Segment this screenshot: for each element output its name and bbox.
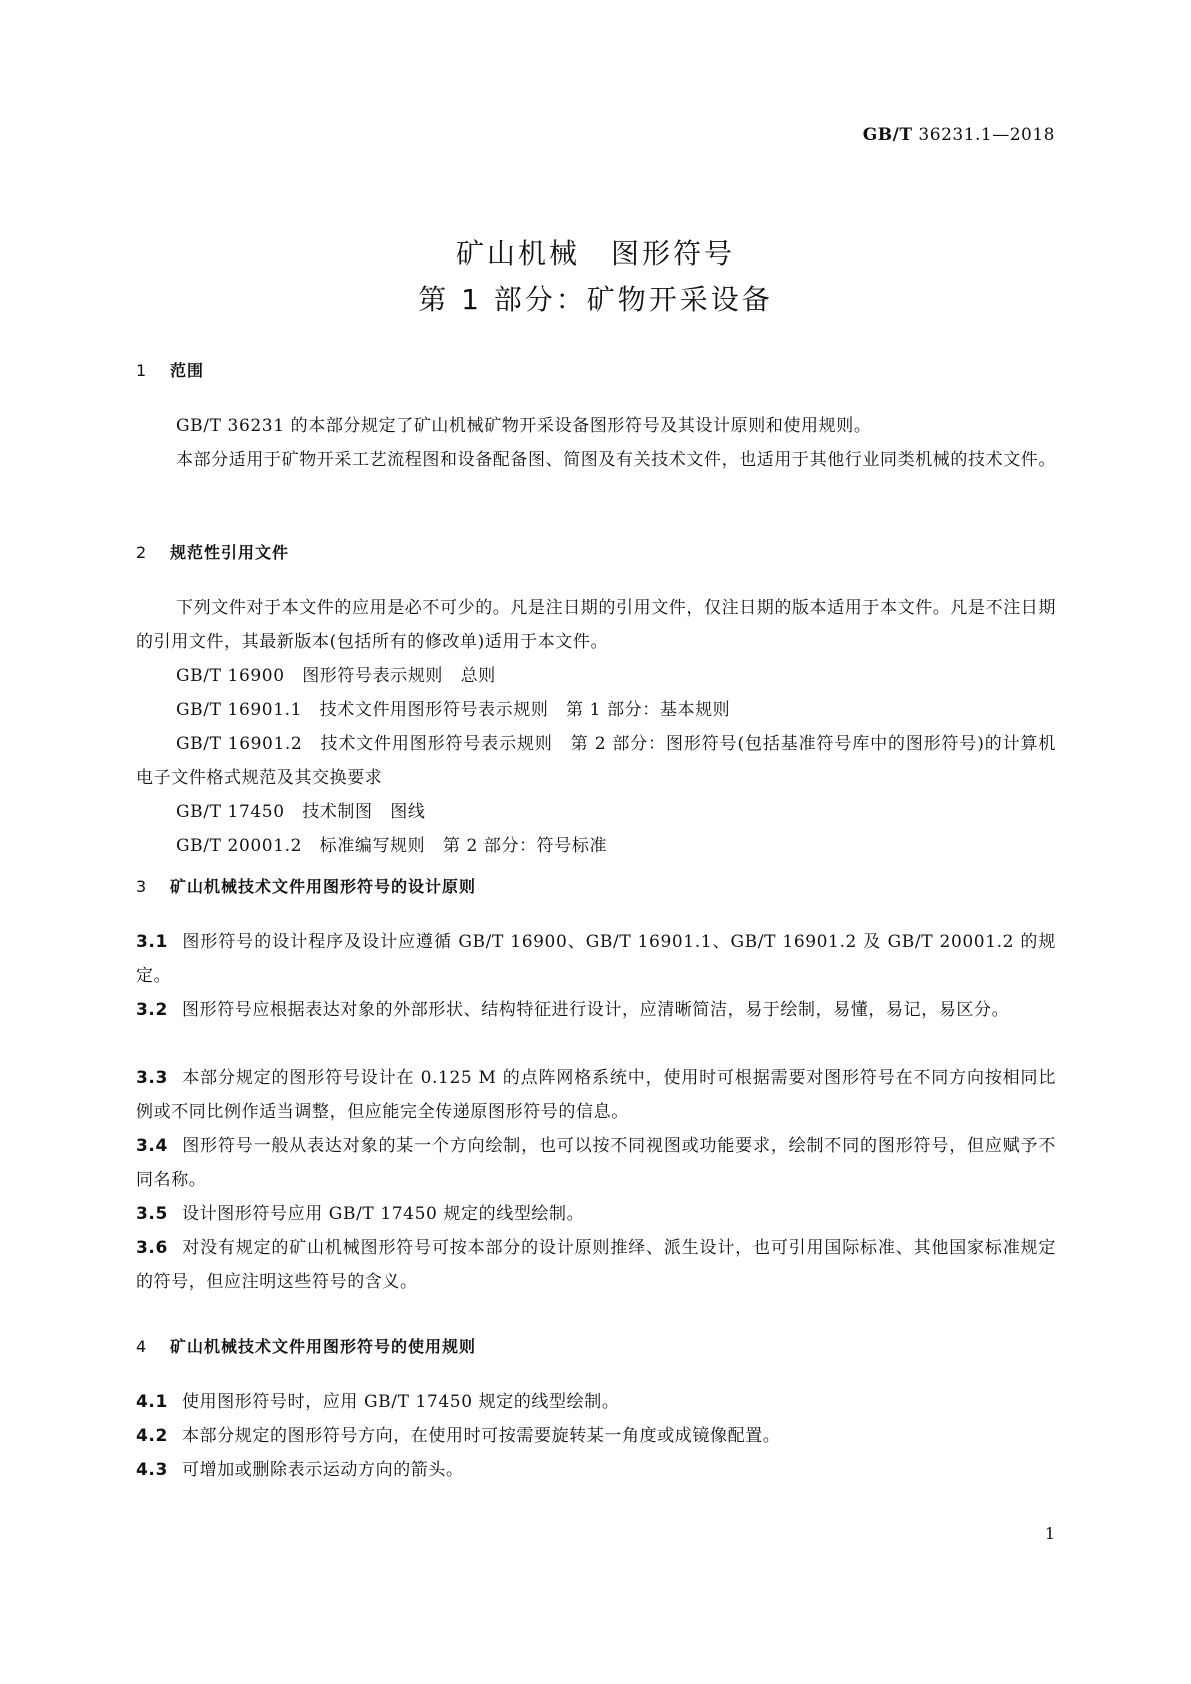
reference-item: GB/T 17450 技术制图 图线 xyxy=(176,802,426,822)
clause-item xyxy=(136,925,1056,993)
clause-number: 4.1 xyxy=(136,1392,168,1412)
section-1-heading xyxy=(136,358,204,381)
paragraph: 本部分适用于矿物开采工艺流程图和设备配备图、简图及有关技术文件，也适用于其他行业同类机械的技术文件。 xyxy=(176,450,1056,470)
reference-item: GB/T 20001.2 标准编写规则 第 2 部分：符号标准 xyxy=(176,836,608,856)
section-3-heading xyxy=(136,874,476,897)
clause-item xyxy=(136,1385,1056,1419)
clause-text: 使用图形符号时，应用 GB/T 17450 规定的线型绘制。 xyxy=(182,1392,620,1412)
doc-code-number: 36231.1—2018 xyxy=(912,125,1055,145)
clause-item xyxy=(136,1061,1056,1129)
section-title: 范围 xyxy=(170,361,205,380)
section-number: 1 xyxy=(136,361,148,380)
reference-item: GB/T 16901.2 技术文件用图形符号表示规则 第 2 部分：图形符号(包括基准符号库中的图形符号)的计算机电子文件格式规范及其交换要求 xyxy=(136,734,1056,788)
clause-item xyxy=(136,1129,1056,1197)
section-number: 2 xyxy=(136,543,148,562)
paragraph: GB/T 36231 的本部分规定了矿山机械矿物开采设备图形符号及其设计原则和使用规则。 xyxy=(176,416,872,436)
doc-code-prefix: GB/T xyxy=(862,125,913,145)
section-2-heading xyxy=(136,540,289,563)
section-title: 矿山机械技术文件用图形符号的设计原则 xyxy=(170,877,477,896)
clause-text: 图形符号的设计程序及设计应遵循 GB/T 16900、GB/T 16901.1、GB/T 16901.2 及 GB/T 20001.2 的规定。 xyxy=(136,932,1056,986)
section-title: 矿山机械技术文件用图形符号的使用规则 xyxy=(170,1337,477,1356)
clause-text: 可增加或删除表示运动方向的箭头。 xyxy=(182,1460,464,1480)
clause-number: 3.1 xyxy=(136,932,168,952)
clause-text: 对没有规定的矿山机械图形符号可按本部分的设计原则推绎、派生设计，也可引用国际标准、其他国家标准规定的符号，但应注明这些符号的含义。 xyxy=(136,1238,1056,1292)
clause-number: 4.3 xyxy=(136,1460,168,1480)
section-number: 4 xyxy=(136,1337,148,1356)
section-4-heading xyxy=(136,1334,476,1357)
clause-text: 本部分规定的图形符号方向，在使用时可按需要旋转某一角度或成镜像配置。 xyxy=(182,1426,781,1446)
section-number: 3 xyxy=(136,877,148,896)
clause-number: 4.2 xyxy=(136,1426,168,1446)
document-title-line1: 矿山机械 图形符号 xyxy=(455,237,735,270)
page-number: 1 xyxy=(1044,1524,1055,1543)
clause-text: 图形符号一般从表达对象的某一个方向绘制，也可以按不同视图或功能要求，绘制不同的图形符号，但应赋予不同名称。 xyxy=(136,1136,1056,1190)
clause-item xyxy=(136,1197,1056,1231)
clause-number: 3.6 xyxy=(136,1238,168,1258)
document-title-line2: 第 1 部分：矿物开采设备 xyxy=(418,283,773,316)
clause-item xyxy=(136,1231,1056,1299)
document-code xyxy=(863,125,1055,145)
clause-number: 3.4 xyxy=(136,1136,168,1156)
clause-item xyxy=(136,1453,1056,1487)
section-title: 规范性引用文件 xyxy=(170,543,290,562)
clause-number: 3.5 xyxy=(136,1204,168,1224)
clause-item xyxy=(136,1419,1056,1453)
clause-text: 本部分规定的图形符号设计在 0.125 M 的点阵网格系统中，使用时可根据需要对图形符号在不同方向按相同比例或不同比例作适当调整，但应能完全传递原图形符号的信息。 xyxy=(136,1068,1056,1122)
paragraph: 下列文件对于本文件的应用是必不可少的。凡是注日期的引用文件，仅注日期的版本适用于本文件。凡是不注日期的引用文件，其最新版本(包括所有的修改单)适用于本文件。 xyxy=(136,598,1056,652)
reference-item: GB/T 16901.1 技术文件用图形符号表示规则 第 1 部分：基本规则 xyxy=(176,700,731,720)
clause-item xyxy=(136,993,1056,1027)
clause-text: 设计图形符号应用 GB/T 17450 规定的线型绘制。 xyxy=(182,1204,585,1224)
clause-text: 图形符号应根据表达对象的外部形状、结构特征进行设计，应清晰简洁，易于绘制，易懂，易记，易区分。 xyxy=(182,1000,1010,1020)
clause-number: 3.3 xyxy=(136,1068,168,1088)
clause-number: 3.2 xyxy=(136,1000,168,1020)
reference-item: GB/T 16900 图形符号表示规则 总则 xyxy=(176,666,496,686)
